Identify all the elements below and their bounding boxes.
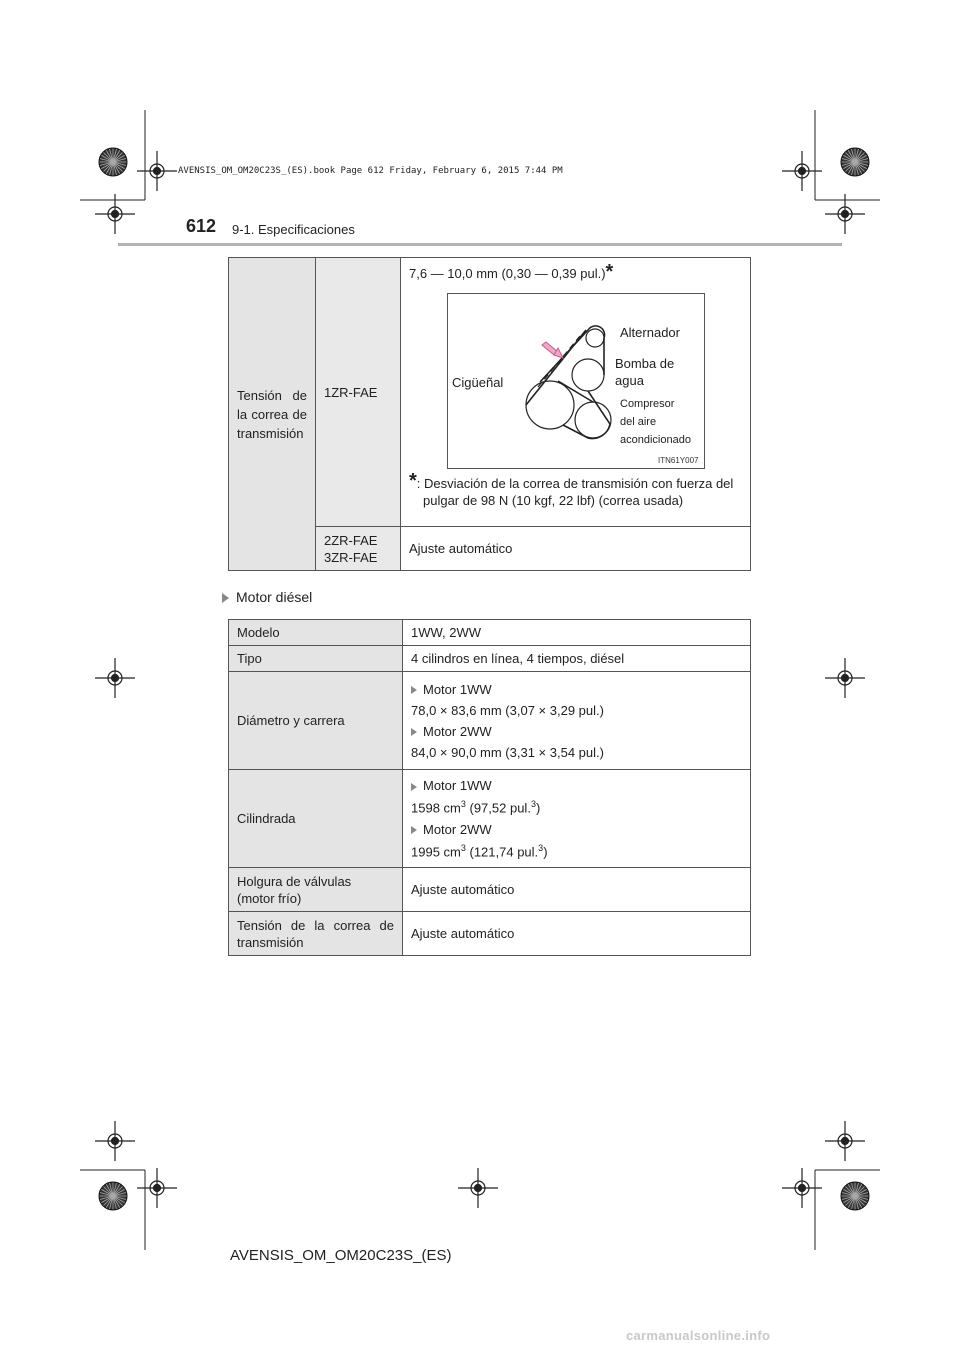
registration-cross-icon <box>782 1168 822 1208</box>
bullet-icon <box>411 783 417 791</box>
page-number: 612 <box>186 216 217 236</box>
registration-cross-icon <box>825 658 865 698</box>
tipo-label: Tipo <box>229 646 403 672</box>
label-cigueñal: Cigüeñal <box>452 375 504 390</box>
registration-cross-icon <box>137 1168 177 1208</box>
modelo-value: 1WW, 2WW <box>403 620 751 646</box>
belt-1zr-value: 7,6 — 10,0 mm (0,30 — 0,39 pul.)* Alternador Bomba de agua Cigüeñal Compresor del aire acondicionado ITN61Y007 *: Desviación de la correa de transmisión con fuerza del pulgar de 98 N (10 kgf, 22 lbf) (correa usada) <box>401 258 751 527</box>
label-compresor: Compresor del aire acondicionado <box>620 398 691 446</box>
diametro-value: Motor 1WW 78,0 × 83,6 mm (3,07 × 3,29 pul.) Motor 2WW 84,0 × 90,0 mm (3,31 × 3,54 pul.) <box>403 672 751 770</box>
holgura-label: Holgura de válvulas (motor frío) <box>229 868 403 912</box>
modelo-label: Modelo <box>229 620 403 646</box>
diesel-heading: Motor diésel <box>222 589 312 605</box>
cilindrada-label: Cilindrada <box>229 770 403 868</box>
tension-value: Ajuste automático <box>403 912 751 956</box>
rosette-icon <box>841 148 869 176</box>
footer-code: AVENSIS_OM_OM20C23S_(ES) <box>230 1247 452 1264</box>
rosette-icon <box>841 1182 869 1210</box>
bullet-icon <box>411 826 417 834</box>
belt-2zr-value: Ajuste automático <box>401 527 751 571</box>
header-rule <box>118 243 842 246</box>
registration-cross-icon <box>782 151 822 191</box>
label-bomba: Bomba de agua <box>615 356 675 388</box>
belt-tension-table <box>228 257 751 571</box>
bullet-icon <box>411 728 417 736</box>
watermark: carmanualsonline.info <box>626 1328 771 1343</box>
belt-tension-label: Tensión de la correa de transmisión <box>229 258 316 571</box>
book-info-line: AVENSIS_OM_OM20C23S_(ES).book Page 612 Friday, February 6, 2015 7:44 PM <box>178 166 563 176</box>
belt-diagram <box>447 293 705 469</box>
registration-cross-icon <box>825 1121 865 1161</box>
section-title: 9-1. Especificaciones <box>232 222 355 237</box>
rosette-icon <box>99 148 127 176</box>
diesel-spec-table <box>228 619 751 956</box>
model-2zr-3zr: 2ZR-FAE 3ZR-FAE <box>316 527 401 571</box>
model-1zr: 1ZR-FAE <box>316 258 401 527</box>
diametro-label: Diámetro y carrera <box>229 672 403 770</box>
registration-cross-icon <box>95 658 135 698</box>
label-alternador: Alternador <box>620 325 680 340</box>
holgura-value: Ajuste automático <box>403 868 751 912</box>
tipo-value: 4 cilindros en línea, 4 tiempos, diésel <box>403 646 751 672</box>
tension-label: Tensión de la correa de transmisión <box>229 912 403 956</box>
rosette-icon <box>99 1182 127 1210</box>
cilindrada-value: Motor 1WW 1598 $cm^3$ (97,52 pul.$^3$) Motor 2WW 1995 $cm^3$ (121,74 pul.$^3$) <box>403 770 751 868</box>
diagram-code: ITN61Y007 <box>658 456 699 465</box>
bullet-icon <box>222 593 229 603</box>
bullet-icon <box>411 686 417 694</box>
registration-cross-icon <box>137 151 177 191</box>
registration-cross-icon <box>458 1168 498 1208</box>
registration-cross-icon <box>95 1121 135 1161</box>
